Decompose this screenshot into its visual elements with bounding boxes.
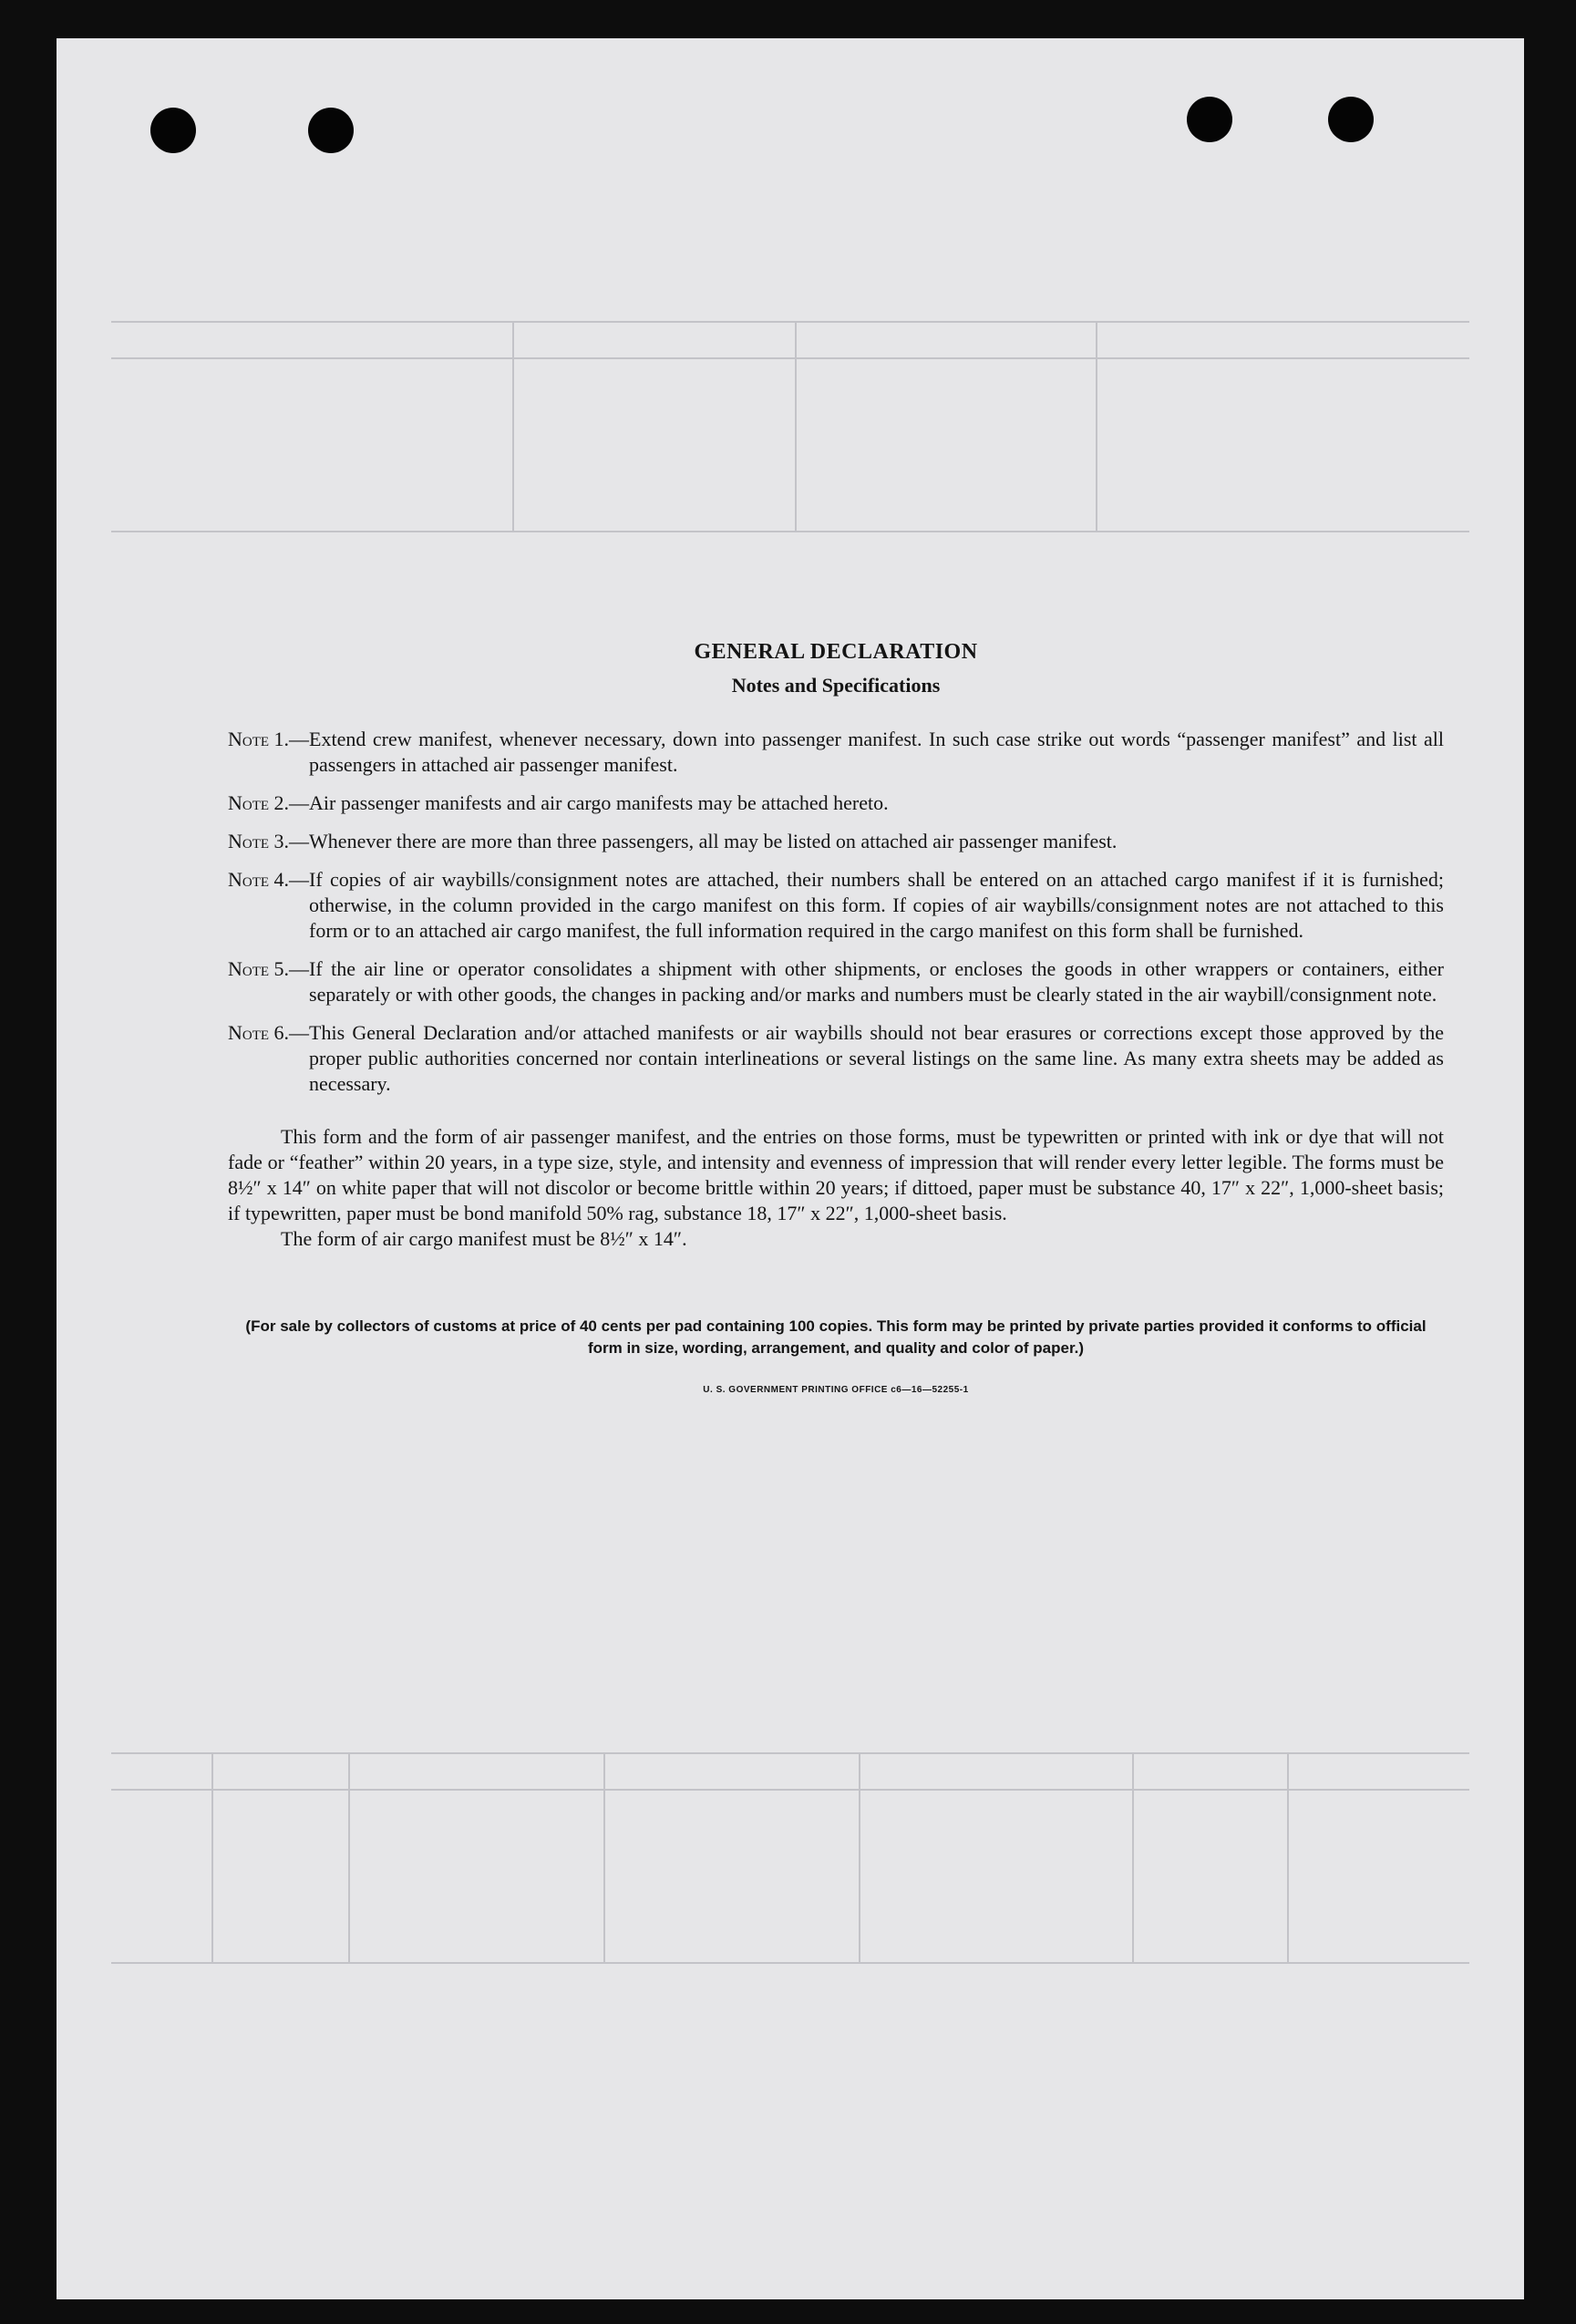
cargo-manifest-size-line: The form of air cargo manifest must be 8½″ x 14″. bbox=[281, 1227, 687, 1250]
sale-notice: (For sale by collectors of customs at price of 40 cents per pad containing 100 copies. This form may be printed by private parties provided it conforms to official form in size, wording, arrangement, and quality and color of paper.) bbox=[245, 1317, 1427, 1357]
note-2 bbox=[228, 790, 1444, 816]
note-1 bbox=[228, 727, 1444, 778]
note-text: Air passenger manifests and air cargo manifests may be attached hereto. bbox=[309, 791, 889, 814]
note-label: Note 5.— bbox=[228, 957, 310, 980]
note-4 bbox=[228, 867, 1444, 944]
note-text: Whenever there are more than three passengers, all may be listed on attached air passenger manifest. bbox=[309, 830, 1118, 852]
note-label: Note 3.— bbox=[228, 830, 310, 852]
note-text: If the air line or operator consolidates a shipment with other shipments, or encloses the goods in other wrappers or containers, either separately or with other goods, the changes in packing and/or marks and numbers must be clearly stated in the air waybill/consignment note. bbox=[309, 957, 1444, 1006]
note-5 bbox=[228, 956, 1444, 1007]
note-label: Note 1.— bbox=[228, 728, 310, 750]
note-text: If copies of air waybills/consignment notes are attached, their numbers shall be entered on an attached cargo manifest if it is furnished; otherwise, in the column provided in the cargo manifest on this form. If copies of air waybills/consignment notes are not attached to this form or to an attached air cargo manifest, the full information required in the cargo manifest on this form shall be furnished. bbox=[309, 868, 1444, 942]
note-text: This General Declaration and/or attached manifests or air waybills should not bear erasures or corrections except those approved by the proper public authorities concerned nor contain interlineations or several listings on the same line. As many extra sheets may be added as necessary. bbox=[309, 1021, 1444, 1095]
document-page bbox=[57, 38, 1524, 2299]
note-label: Note 4.— bbox=[228, 868, 310, 891]
page-subtitle: Notes and Specifications bbox=[731, 674, 941, 697]
note-text: Extend crew manifest, whenever necessary, down into passenger manifest. In such case strike out words “passenger manifest” and list all passengers in attached air passenger manifest. bbox=[309, 728, 1444, 776]
note-label: Note 2.— bbox=[228, 791, 310, 814]
note-label: Note 6.— bbox=[228, 1021, 310, 1044]
note-3 bbox=[228, 829, 1444, 854]
notes-section bbox=[228, 640, 1444, 1395]
punch-hole bbox=[1187, 97, 1232, 142]
punch-hole bbox=[1328, 97, 1374, 142]
punch-hole bbox=[150, 108, 196, 153]
printer-imprint: U. S. GOVERNMENT PRINTING OFFICE c6—16—52255-1 bbox=[703, 1385, 969, 1395]
punch-hole bbox=[308, 108, 354, 153]
form-specification-paragraph: This form and the form of air passenger manifest, and the entries on those forms, must be typewritten or printed with ink or dye that will not fade or “feather” within 20 years, in a type size, style, and intensity and evenness of impression that will render every letter legible. The forms must be 8½″ x 14″ on white paper that will not discolor or become brittle within 20 years; if dittoed, paper must be substance 40, 17″ x 22″, 1,000-sheet basis; if typewritten, paper must be bond manifold 50% rag, substance 18, 17″ x 22″, 1,000-sheet basis. bbox=[228, 1125, 1444, 1224]
page-title: GENERAL DECLARATION bbox=[694, 640, 978, 664]
note-6 bbox=[228, 1020, 1444, 1097]
